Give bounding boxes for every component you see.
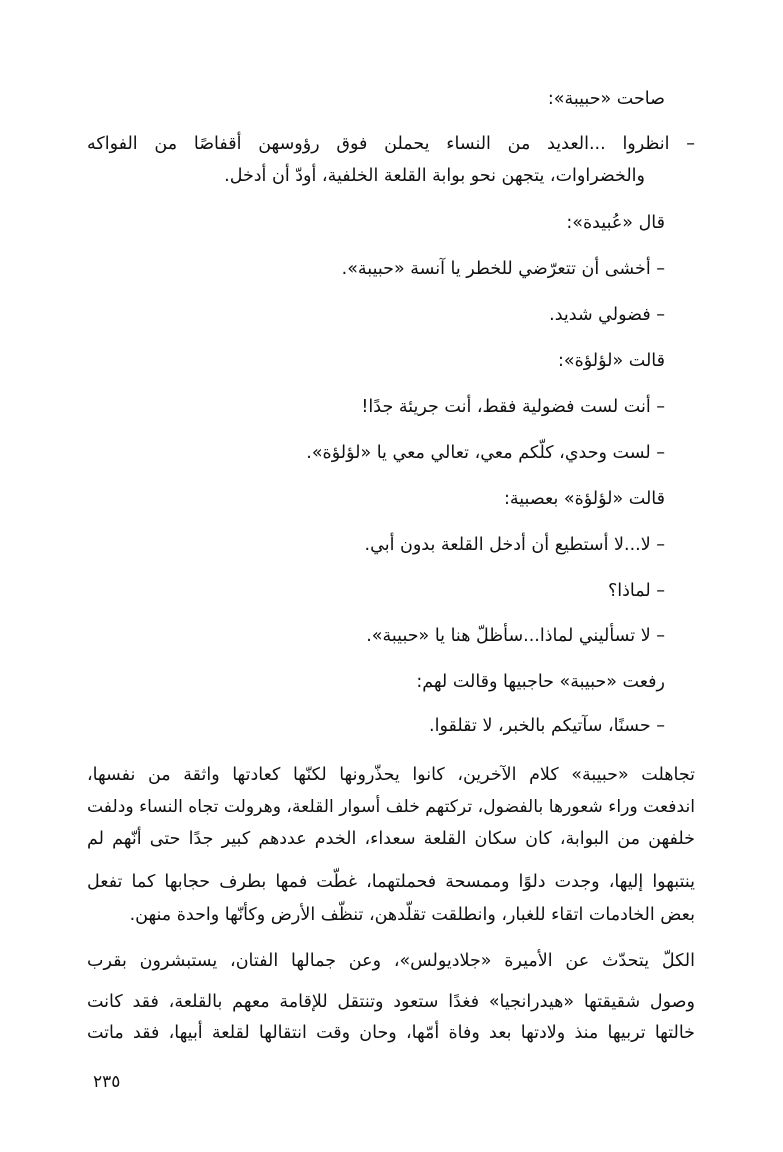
dialogue-line: – لا تسأليني لماذا...سأظلّ هنا يا «حبيبة». — [366, 626, 665, 646]
dialogue-line: – أنت لست فضولية فقط، أنت جريئة جدًا! — [361, 397, 665, 417]
narration-line: رفعت «حبيبة» حاجبيها وقالت لهم: — [416, 672, 665, 692]
paragraph-line: تجاهلت «حبيبة» كلام الآخرين، كانوا يحذّرونها لكنّها كعادتها واثقة من نفسها، — [87, 765, 695, 785]
paragraph-line: خلفهن من البوابة، كان سكان القلعة سعداء، الخدم عددهم كبير جدًا حتى أنّهم لم — [87, 829, 695, 849]
narration-line: قال «عُبيدة»: — [566, 213, 665, 233]
page-number: ٢٣٥ — [93, 1072, 121, 1092]
dialogue-line: – لماذا؟ — [607, 581, 665, 601]
narration-line: صاحت «حبيبة»: — [547, 89, 665, 109]
narration-line: قالت «لؤلؤة» بعصبية: — [504, 489, 665, 509]
paragraph-line: وصول شقيقتها «هيدرانجيا» فغدًا ستعود وتنتقل للإقامة معهم بالقلعة، فقد كانت — [87, 992, 695, 1012]
dialogue-line: – فضولي شديد. — [549, 305, 665, 325]
paragraph-line: الكلّ يتحدّث عن الأميرة «جلاديولس»، وعن جمالها الفتان، يستبشرون بقرب — [87, 951, 695, 971]
dialogue-line: – أخشى أن تتعرّضي للخطر يا آنسة «حبيبة». — [341, 259, 665, 279]
dialogue-continuation: والخضراوات، يتجهن نحو بوابة القلعة الخلفية، أودّ أن أدخل. — [224, 166, 645, 186]
dialogue-line: – لا...لا أستطيع أن أدخل القلعة بدون أبي. — [364, 535, 665, 555]
dialogue-line: – حسنًا، سآتيكم بالخبر، لا تقلقوا. — [429, 716, 665, 736]
dialogue-line: – انظروا ...العديد من النساء يحملن فوق رؤوسهن أقفاصًا من الفواكه — [87, 134, 695, 154]
narration-line: قالت «لؤلؤة»: — [558, 351, 665, 371]
dialogue-line: – لست وحدي، كلّكم معي، تعالي معي يا «لؤلؤة». — [306, 443, 665, 463]
paragraph-line: ينتبهوا إليها، وجدت دلوًا وممسحة فحملتهما، غطّت فمها بطرف حجابها كما تفعل — [87, 872, 695, 892]
paragraph-line: خالتها تربيها منذ ولادتها بعد وفاة أمّها، وحان وقت انتقالها لقلعة أبيها، فقد ماتت — [87, 1023, 695, 1043]
paragraph-line: اندفعت وراء شعورها بالفضول، تركتهم خلف أسوار القلعة، وهرولت تجاه النساء ودلفت — [86, 797, 695, 817]
paragraph-line: بعض الخادمات اتقاء للغبار، وانطلقت تقلّدهن، تنظّف الأرض وكأنّها واحدة منهن. — [129, 905, 695, 925]
